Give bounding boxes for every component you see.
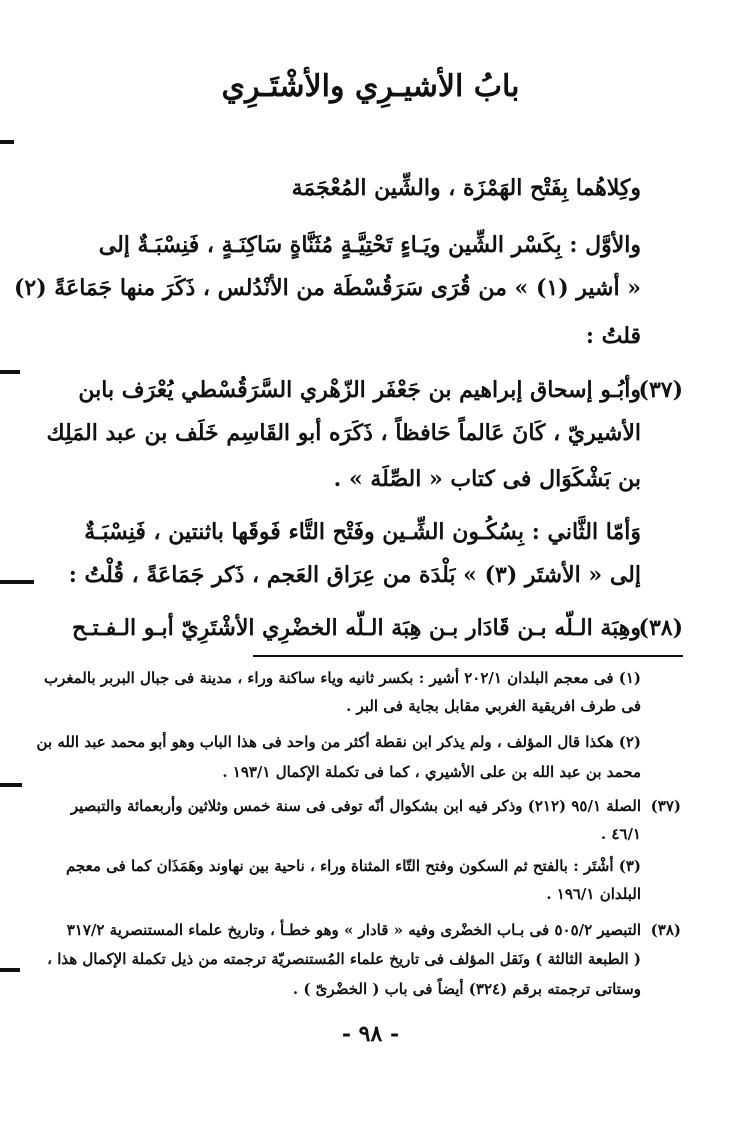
footnote-line: (٣) أشْتَر : بالفتح ثم السكون وفتح التّاء المثناة وراء ، ناحية بين نهاوند وهَمَذَان كما فى معجم bbox=[65, 857, 641, 875]
footnote-line: الصلة ٩٥/١ (٢١٢) وذكر فيه ابن بشكوال أنّه توفى فى سنة خمس وثلاثين وأربعمائة والتبصير bbox=[70, 797, 641, 815]
entry-line: وهِبَة الـلّه بـن قَادَار بـن هِبَة الـلّه الخضْرِي الأشْتَرِيّ أبـو الـفـتـح bbox=[71, 615, 641, 641]
footnote-line: ٤٦/١ . bbox=[600, 825, 641, 843]
entry-number: (٣٨) bbox=[638, 615, 683, 641]
body-line: قلتُ : bbox=[585, 323, 641, 349]
footnote-line: ( الطبعة الثالثة ) ونَقل المؤلف فى تاريخ علماء المُستنصريّة ترجمته من ذيل تكملة الإكمال هذا ، bbox=[47, 950, 641, 968]
page-number: - ٩٨ - bbox=[341, 1021, 400, 1047]
entry-line: الأشيريّ ، كَانَ عَالماً حَافظاً ، ذَكَرَه أبو القَاسِم خَلَف بن عبد المَلِك bbox=[46, 420, 641, 446]
footnote-number: (٣٧) bbox=[650, 797, 681, 815]
body-line: والأوَّل : بِكَسْر الشِّين ويَـاءٍ تَحْتِيَّـةٍ مُثَنَّاةٍ سَاكِنَـةٍ ، فَنِسْبَـةٌ إلى bbox=[98, 232, 641, 258]
footnote-line: فى طرف افريقية الغربي مقابل بجاية فى البر . bbox=[346, 697, 641, 715]
entry-line: بن بَشْكَوَال فى كتاب « الصِّلَة » . bbox=[333, 466, 641, 492]
footnote-line: (٢) هكذا قال المؤلف ، ولم يذكر ابن نقطة أكثر من واحد فى هذا الباب وهو أبو محمد عبد الله بن bbox=[36, 733, 641, 751]
body-line: إلى « الأشتَر (٣) » بَلْدَة من عِرَاق العَجم ، ذَكر جَمَاعَةً ، قُلْتُ : bbox=[68, 562, 641, 588]
footnote-line: محمد بن عبد الله بن على الأشيري ، كما فى تكملة الإكمال ١٩٣/١ . bbox=[222, 763, 641, 781]
scan-margin-mark bbox=[0, 968, 20, 972]
footnote-line: التبصير ٥٠٥/٢ فى بـاب الخضْرى وفيه « قادار » وهو خطـأ ، وتاريخ علماء المستنصرية ٣١٧/٢ bbox=[66, 921, 641, 939]
scan-margin-mark bbox=[0, 140, 14, 144]
body-line: « أشير (١) » من قُرَى سَرَقُسْطَة من الأنْدُلس ، ذَكَرَ منها جَمَاعَةً (٢) bbox=[13, 275, 641, 301]
scan-margin-mark bbox=[0, 580, 34, 584]
chapter-title: بابُ الأشيـرِي والأشْتَـرِي bbox=[221, 69, 520, 104]
footnote-line: وستاتى ترجمته برقم (٣٢٤) أيضاً فى باب ( الخضْرىّ ) . bbox=[292, 980, 641, 998]
entry-line: وأبُـو إسحاق إبراهيم بن جَعْفَر الزّهْري السَّرَقُسْطي يُعْرَف بابن bbox=[78, 377, 641, 403]
footnote-number: (٣٨) bbox=[650, 921, 681, 939]
scan-margin-mark bbox=[0, 783, 22, 787]
scan-margin-mark bbox=[0, 370, 20, 374]
body-line: وكِلاهُما بِفَتْح الهَمْزَة ، والشِّين المُعْجَمَة bbox=[291, 175, 641, 201]
body-line: وَأمّا الثَّاني : بِسُكُـون الشِّـين وفَتْح التَّاء فَوقَها باثنتين ، فَنِسْبَـةٌ bbox=[84, 519, 641, 545]
footnote-line: (١) فى معجم البلدان ٢٠٢/١ أشير : بكسر ثانيه وياء ساكنة وراء ، مدينة فى جبال البربر بالمغرب bbox=[44, 669, 641, 687]
footnote-divider bbox=[253, 655, 683, 657]
entry-number: (٣٧) bbox=[638, 377, 683, 403]
footnote-line: البلدان ١٩٦/١ . bbox=[546, 885, 641, 903]
